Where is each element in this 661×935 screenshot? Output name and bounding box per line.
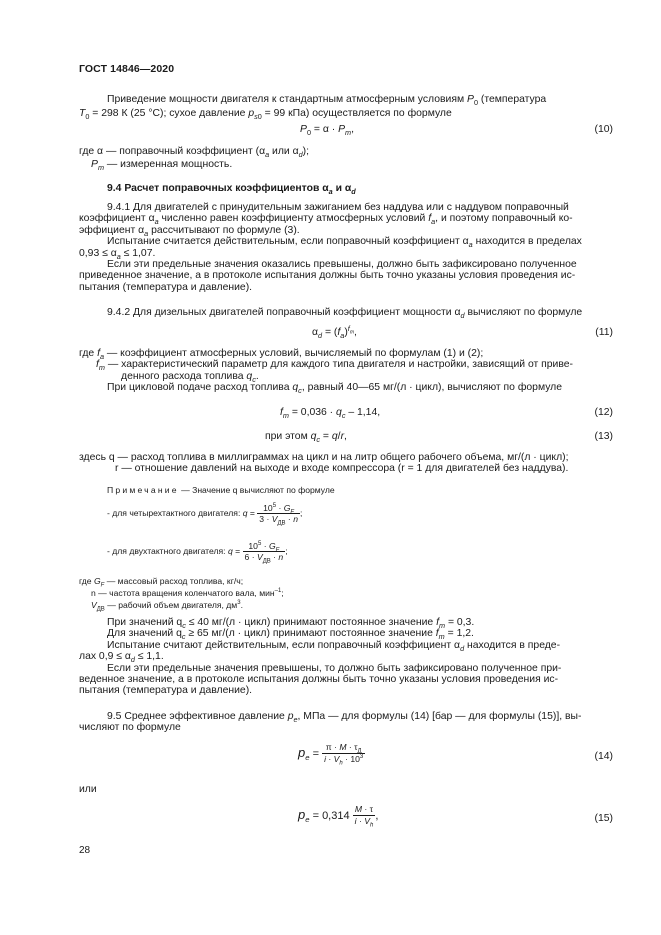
- paragraph-limits: [79, 617, 612, 697]
- formula-15: $p_e = 0,314$ $\frac{M \cdot \tau}{i \cdot V_h}$ ,: [298, 804, 379, 830]
- line: $P_m$ — измеренная мощность.: [91, 159, 233, 173]
- text: или α: [272, 146, 299, 157]
- line: числяют по формуле: [79, 722, 181, 734]
- page-number: 28: [79, 845, 91, 856]
- section-9-4-title: 9.4 Расчет поправочных коэффициентов $\alpha_a$ и $\alpha_d$: [107, 183, 356, 197]
- text: численно равен коэффициенту атмосферных условий: [161, 213, 426, 225]
- note-heading: [107, 485, 335, 495]
- text: при этом: [265, 431, 308, 442]
- text: При значений q: [107, 617, 183, 628]
- fraction: $\frac{M \cdot \tau}{i \cdot V_h}$: [354, 804, 374, 830]
- text: 0,93 ≤ α: [79, 247, 117, 259]
- text: = 99 кПа) осуществляется по формуле: [264, 108, 452, 120]
- text: Испытание считают действительным, если поправочный коэффициент α: [107, 639, 461, 651]
- line: Если эти предельные значения оказались превышены, должно быть зафиксировано полученное: [107, 259, 577, 271]
- line: 9.4.1 Для двигателей с принудительным зажиганием без наддува или с наддувом поправочный: [107, 202, 569, 213]
- text: и α: [335, 183, 352, 194]
- text: = 298 К (25 °С); сухое давление: [92, 108, 246, 120]
- text: — рабочий объем двигателя, дм: [107, 600, 238, 610]
- text: — измеренная мощность.: [106, 159, 233, 171]
- or-text: или: [79, 784, 97, 795]
- fraction: $\frac{10^5 \cdot G_F}{3 \cdot V_{ДВ} \cdot n}$: [259, 503, 298, 527]
- line: где $G_F$ — массовый расход топлива, кг/ч;: [79, 576, 244, 589]
- text: При цикловой подаче расход топлива: [107, 382, 290, 394]
- equation-number-11: (11): [595, 327, 613, 338]
- text: ≤ 1,07.: [123, 247, 156, 259]
- formula-13: при этом $q_c = q/r$,: [265, 431, 347, 445]
- line: эффициент $\alpha_a$ рассчитывают по формуле (3).: [79, 224, 300, 238]
- where-block-10: [79, 146, 609, 171]
- text: 9.5 Среднее эффективное давление: [107, 711, 285, 722]
- note-formula-two-stroke: - для двухтактного двигателя: q = $\frac{10^5 \cdot G_F}{6 \cdot V_{ДВ} \cdot n}$ ;: [107, 541, 288, 565]
- line: Испытание считается действительным, если поправочный коэффициент $\alpha_a$ находится в пределах: [107, 236, 582, 250]
- text: коэффициент α: [79, 213, 155, 225]
- text: ≤ 1,1.: [137, 651, 164, 663]
- equation-number-14: (14): [594, 751, 613, 762]
- text: где α — поправочный коэффициент (α: [79, 146, 266, 157]
- equation-number-10: (10): [594, 124, 613, 135]
- formula-14: $p_e$ = $\frac{\pi \cdot M \cdot \tau_Д}{i \cdot V_h \cdot 10^3}$: [298, 742, 364, 768]
- line: коэффициент $\alpha_a$ численно равен коэффициенту атмосферных условий $f_a$, и поэтому поправочный ко-: [79, 213, 573, 227]
- line: где α — поправочный коэффициент ($\alpha_a$ или $\alpha_d$);: [79, 146, 310, 160]
- paragraph-9-4-1: [79, 202, 612, 293]
- paragraph-9-4-2: [79, 307, 612, 321]
- line: Приведение мощности двигателя к стандартным атмосферным условиям $P_0$ (температура: [107, 94, 547, 108]
- text: , и поэтому поправочный ко-: [435, 213, 573, 225]
- text: денного расхода топлива: [121, 370, 244, 382]
- text: — Значение q вычисляют по формуле: [181, 485, 335, 495]
- note-where-block: [79, 576, 609, 613]
- note-formula-four-stroke: - для четырехтактного двигателя: q = $\frac{10^5 \cdot G_F}{3 \cdot V_{ДВ} \cdot n}$ ;: [107, 503, 303, 527]
- text: находится в преде-: [467, 639, 561, 651]
- text: n — частота вращения коленчатого вала, мин: [91, 588, 275, 598]
- text: = 0,3.: [447, 617, 475, 628]
- line: где $f_a$ — коэффициент атмосферных условий, вычисляемый по формулам (1) и (2);: [79, 348, 484, 362]
- line: $f_m$ — характеристический параметр для каждого типа двигателя и настройки, зависящий от приве-: [96, 359, 574, 373]
- formula-12: $f_m = 0,036 \cdot q_c - 1,14$,: [280, 407, 381, 421]
- text: Приведение мощности двигателя к стандартным атмосферным условиям: [107, 94, 465, 105]
- line: r — отношение давлений на выходе и входе компрессора (r = 1 для двигателей без наддува).: [115, 463, 569, 475]
- line: лах $0,9 \le \alpha_d \le 1,1$.: [79, 651, 164, 665]
- text: (температура: [480, 94, 547, 105]
- line: $T_0 = 298$ К (25 °С); сухое давление $p_{s0} = 99$ кПа) осуществляется по формуле: [79, 108, 452, 122]
- text: находится в пределах: [475, 236, 582, 248]
- paragraph-power-reduction: [79, 94, 612, 120]
- text: , равный 40—65 мг/(л · цикл), вычисляют по формуле: [301, 382, 563, 394]
- fraction: $\frac{10^5 \cdot G_F}{6 \cdot V_{ДВ} \cdot n}$: [244, 541, 284, 565]
- line: При значений $q_c \le 40$ мг/(л · цикл) принимают постоянное значение $f_m = 0,3$.: [107, 617, 475, 631]
- equation-number-15: (15): [594, 813, 613, 824]
- line: пытания (температура и давление).: [79, 685, 253, 697]
- where-block-11: [79, 348, 612, 394]
- text: рассчитывают по формуле (3).: [151, 224, 300, 236]
- line: Для значений $q_c \ge 65$ мг/(л · цикл) принимают постоянное значение $f_m = 1,2$.: [107, 628, 474, 642]
- note-label: Примечание: [107, 485, 179, 495]
- text: );: [302, 146, 310, 157]
- line: 9.4.2 Для дизельных двигателей поправочный коэффициент мощности $\alpha_d$ вычисляют по формуле: [107, 307, 583, 321]
- text: 9.4.2 Для дизельных двигателей поправочный коэффициент мощности α: [107, 307, 461, 318]
- text: ≤ 40 мг/(л · цикл) принимают постоянное значение: [188, 617, 434, 628]
- line: Если эти предельные значения превышены, то должно быть зафиксировано полученное при-: [107, 662, 562, 674]
- text: - для четырехтактного двигателя:: [107, 507, 241, 518]
- text: эффициент α: [79, 224, 145, 236]
- formula-11: $\alpha_d = (f_a)^{f_m}$,: [312, 323, 357, 341]
- line: $0,93 \le \alpha_a \le 1,07$.: [79, 247, 156, 261]
- text: Для значений q: [107, 628, 182, 640]
- line: приведенное значение, а в протоколе испытания должны быть точно указаны условия проведения ис-: [79, 270, 576, 282]
- text: — массовый расход топлива, кг/ч;: [106, 576, 244, 586]
- line: пытания (температура и давление).: [79, 281, 253, 293]
- text: ≥ 65 мг/(л · цикл) принимают постоянное значение: [188, 628, 433, 640]
- line: веденное значение, а в протоколе испытания должны быть точно указаны условия проведения ис-: [79, 674, 559, 686]
- document-code-header: ГОСТ 14846—2020: [79, 63, 175, 75]
- text: — коэффициент атмосферных условий, вычисляемый по формулам (1) и (2);: [106, 348, 484, 359]
- paragraph-9-5: [79, 711, 612, 734]
- formula-10: $P_0 = \alpha \cdot P_m$,: [300, 124, 354, 138]
- line: n — частота вращения коленчатого вала, мин$^{-1}$;: [91, 588, 284, 598]
- text: - для двухтактного двигателя:: [107, 545, 226, 556]
- text: — характеристический параметр для каждого типа двигателя и настройки, зависящий от приве-: [107, 359, 574, 371]
- line: $V_{ДВ}$ — рабочий объем двигателя, $дм^3$.: [91, 600, 243, 613]
- line: Испытание считают действительным, если поправочный коэффициент $\alpha_d$ находится в преде-: [107, 639, 561, 653]
- text: , МПа — для формулы (14) [бар — для формулы (15)], вы-: [297, 711, 582, 722]
- text: вычисляют по формуле: [467, 307, 583, 318]
- text: = 1,2.: [447, 628, 474, 640]
- fraction: $\frac{\pi \cdot M \cdot \tau_Д}{i \cdot V_h \cdot 10^3}$: [324, 742, 364, 768]
- line: денного расхода топлива $q_c$.: [121, 370, 259, 384]
- line: При цикловой подаче расход топлива $q_c$, равный 40—65 мг/(л · цикл), вычисляют по формуле: [107, 382, 563, 396]
- line: 9.5 Среднее эффективное давление $p_e$, МПа — для формулы (14) [бар — для формулы (15)], вы-: [107, 711, 582, 725]
- text: Испытание считается действительным, если поправочный коэффициент α: [107, 236, 469, 248]
- equation-number-12: (12): [594, 407, 613, 418]
- where-block-13: [79, 452, 619, 475]
- text: лах 0,9 ≤ α: [79, 651, 131, 663]
- equation-number-13: (13): [594, 431, 613, 442]
- line: здесь q — расход топлива в миллиграммах на цикл и на литр общего рабочего объема, мг/(л · цикл);: [79, 452, 569, 463]
- text: 9.4 Расчет поправочных коэффициентов α: [107, 183, 329, 194]
- coefficient: 0,314: [322, 809, 350, 822]
